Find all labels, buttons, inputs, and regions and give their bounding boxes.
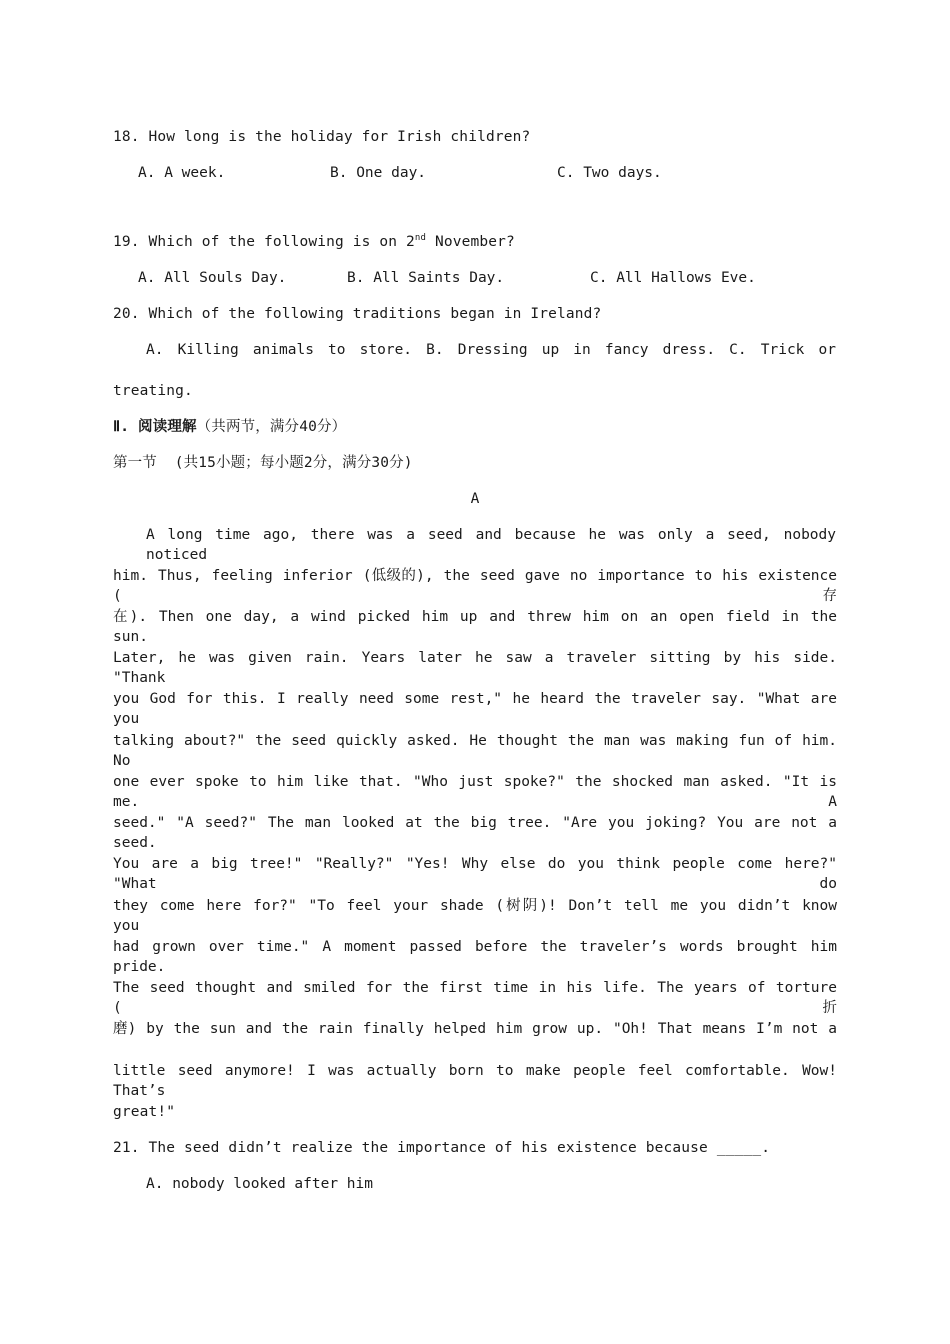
passage-line: little seed anymore! I was actually born to make people feel comfortable. Wow! That’s	[113, 1063, 837, 1099]
passage-line: The seed thought and smiled for the first time in his life. The years of torture (折	[113, 980, 837, 1016]
passage-line: you God for this. I really need some rest," he heard the traveler say. "What are you	[113, 691, 837, 727]
section-heading-title: Ⅱ. 阅读理解	[113, 419, 197, 435]
question-20-options-continued: treating.	[113, 383, 193, 399]
question-19-option-a: A. All Souls Day.	[138, 270, 287, 286]
question-19-stem-text-end: November?	[426, 234, 515, 250]
question-19-stem-text: 19. Which of the following is on 2	[113, 234, 415, 250]
section-subheading: 第一节 (共15小题；每小题2分，满分30分)	[113, 455, 413, 471]
passage-line: they come here for?" "To feel your shade (树阴)! Don’t tell me you didn’t know you	[113, 898, 837, 934]
section-heading	[113, 417, 346, 437]
question-21-option-a: A. nobody looked after him	[146, 1176, 373, 1192]
passage-line: 在). Then one day, a wind picked him up and threw him on an open field in the sun.	[113, 609, 837, 645]
passage-line: had grown over time." A moment passed before the traveler’s words brought him pride.	[113, 939, 837, 975]
question-18-stem: 18. How long is the holiday for Irish children?	[113, 129, 531, 145]
question-20-options: A. Killing animals to store. B. Dressing up in fancy dress. C. Trick or	[146, 342, 836, 358]
question-18-option-c: C. Two days.	[557, 165, 662, 181]
passage-line: seed." "A seed?" The man looked at the big tree. "Are you joking? You are not a seed.	[113, 815, 837, 851]
passage-label: A	[470, 491, 480, 507]
passage-line: talking about?" the seed quickly asked. He thought the man was making fun of him. No	[113, 733, 837, 769]
question-19-option-b: B. All Saints Day.	[347, 270, 505, 286]
passage-line: him. Thus, feeling inferior (低级的), the seed gave no importance to his existence (存	[113, 568, 837, 604]
question-18-option-b: B. One day.	[330, 165, 427, 181]
passage-line: great!"	[113, 1104, 176, 1120]
question-21-stem: 21. The seed didn’t realize the importance of his existence because _____.	[113, 1140, 771, 1156]
passage-line: one ever spoke to him like that. "Who just spoke?" the shocked man asked. "It is me. A	[113, 774, 837, 810]
question-18-option-a: A. A week.	[138, 165, 226, 181]
passage-line: 磨) by the sun and the rain finally helped him grow up. "Oh! That means I’m not a	[113, 1021, 837, 1037]
ordinal-suffix: nd	[414, 233, 427, 244]
question-19-stem	[113, 232, 515, 252]
question-19-option-c: C. All Hallows Eve.	[590, 270, 756, 286]
passage-line: Later, he was given rain. Years later he saw a traveler sitting by his side. "Thank	[113, 650, 837, 686]
question-20-stem: 20. Which of the following traditions began in Ireland?	[113, 306, 602, 322]
section-heading-score: （共两节，满分40分）	[196, 419, 347, 435]
passage-line: You are a big tree!" "Really?" "Yes! Why else do you think people come here?" "What do	[113, 856, 837, 892]
passage-line: A long time ago, there was a seed and because he was only a seed, nobody noticed	[146, 527, 836, 563]
